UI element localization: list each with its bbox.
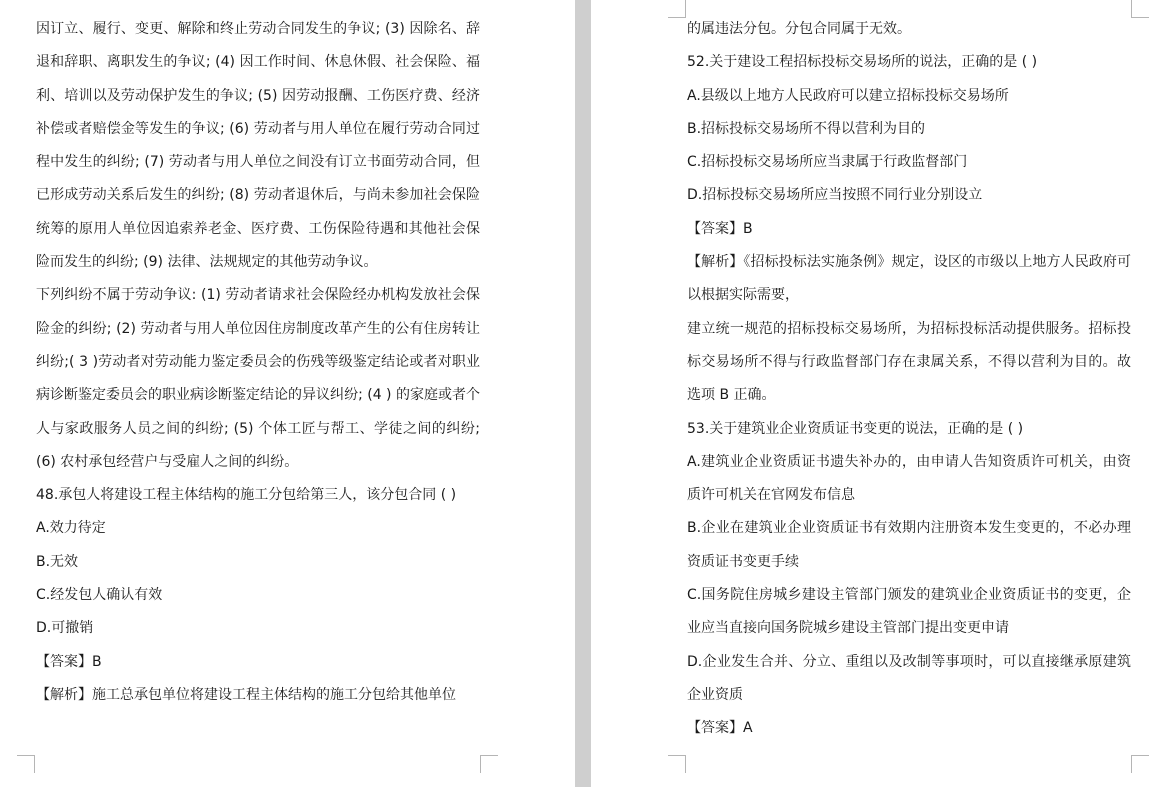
- paragraph: 因订立、履行、变更、解除和终止劳动合同发生的争议; (3) 因除名、辞退和辞职、离职发生的争议; (4) 因工作时间、休息休假、社会保险、福利、培训以及劳动保护发生的争议; (5) 因劳动报酬、工伤医疗费、经济补偿或者赔偿金等发生的争议; (6) 劳动者与用人单位在履行劳动合同过程中发生的纠纷; (7) 劳动者与用人单位之间没有订立书面劳动合同，但已形成劳动关系后发生的纠纷; (8) 劳动者退休后，与尚未参加社会保险统筹的原用人单位因追索养老金、医疗费、工伤保险待遇和其他社会保险而发生的纠纷; (9) 法律、法规规定的其他劳动争议。: [36, 21, 480, 271]
- page-corner-mark: [1131, 755, 1149, 773]
- page-corner-mark: [17, 755, 35, 773]
- explanation: 【解析】《招标投标法实施条例》规定，设区的市级以上地方人民政府可以根据实际需要，: [687, 254, 1131, 304]
- option-b: B.企业在建筑业企业资质证书有效期内注册资本发生变更的，不必办理资质证书变更手续: [687, 520, 1131, 570]
- document-page-left: [0, 0, 575, 787]
- answer: 【答案】B: [687, 220, 753, 237]
- option-c: C.国务院住房城乡建设主管部门颁发的建筑业企业资质证书的变更，企业应当直接向国务院城乡建设主管部门提出变更申请: [687, 587, 1131, 637]
- answer: 【答案】B: [36, 653, 102, 670]
- question-stem: 48.承包人将建设工程主体结构的施工分包给第三人，该分包合同 ( ): [36, 487, 457, 504]
- page-gap: [575, 0, 591, 787]
- answer: 【答案】A: [687, 720, 753, 737]
- page-corner-mark: [668, 0, 686, 18]
- option-b: B.招标投标交易场所不得以营利为目的: [687, 120, 926, 137]
- explanation: 【解析】施工总承包单位将建设工程主体结构的施工分包给其他单位: [36, 686, 456, 703]
- paragraph: 的属违法分包。分包合同属于无效。: [687, 21, 911, 37]
- option-a: A.建筑业企业资质证书遗失补办的，由申请人告知资质许可机关，由资质许可机关在官网发布信息: [687, 453, 1131, 504]
- option-c: C.经发包人确认有效: [36, 587, 163, 604]
- option-b: B.无效: [36, 553, 79, 570]
- page-corner-mark: [668, 755, 686, 773]
- question-stem: 52.关于建设工程招标投标交易场所的说法，正确的是 ( ): [687, 54, 1038, 71]
- option-d: D.招标投标交易场所应当按照不同行业分别设立: [687, 187, 983, 204]
- page-text-right: [687, 13, 1131, 746]
- option-a: A.效力待定: [36, 520, 106, 537]
- page-text-left: [36, 13, 480, 712]
- option-a: A.县级以上地方人民政府可以建立招标投标交易场所: [687, 87, 1009, 104]
- question-stem: 53.关于建筑业企业资质证书变更的说法，正确的是 ( ): [687, 420, 1024, 437]
- option-d: D.企业发生合并、分立、重组以及改制等事项时，可以直接继承原建筑企业资质: [687, 653, 1131, 703]
- page-corner-mark: [1131, 0, 1149, 18]
- explanation-continued: 建立统一规范的招标投标交易场所，为招标投标活动提供服务。招标投标交易场所不得与行政监督部门存在隶属关系，不得以营利为目的。故选项 B 正确。: [687, 320, 1131, 404]
- page-corner-mark: [480, 755, 498, 773]
- option-c: C.招标投标交易场所应当隶属于行政监督部门: [687, 154, 968, 171]
- paragraph: 下列纠纷不属于劳动争议: (1) 劳动者请求社会保险经办机构发放社会保险金的纠纷; (2) 劳动者与用人单位因住房制度改革产生的公有住房转让纠纷;( 3 )劳动者对劳动能力鉴定委员会的伤残等级鉴定结论或者对职业病诊断鉴定委员会的职业病诊断鉴定结论的异议纠纷; (4 ) 的家庭或者个人与家政服务人员之间的纠纷; (5) 个体工匠与帮工、学徒之间的纠纷; (6) 农村承包经营户与受雇人之间的纠纷。: [36, 287, 480, 470]
- document-page-right: [591, 0, 1166, 787]
- option-d: D.可撤销: [36, 620, 94, 637]
